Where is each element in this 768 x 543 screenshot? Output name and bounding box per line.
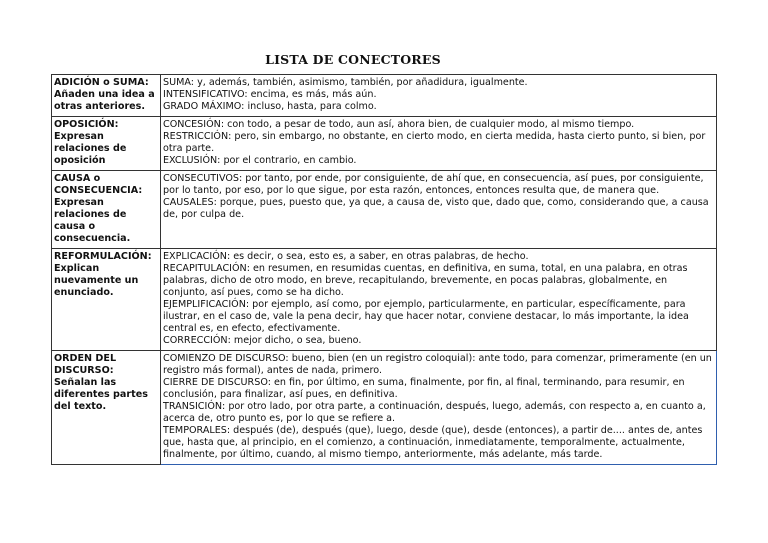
connector-line: EXCLUSIÓN: por el contrario, en cambio.	[163, 155, 357, 166]
connector-line: SUMA: y, además, también, asimismo, también, por añadidura, igualmente.	[163, 77, 528, 88]
table-row	[52, 171, 717, 249]
connector-line: RESTRICCIÓN: pero, sin embargo, no obstante, en cierto modo, en cierta medida, hasta cierto punto, si bien, por otra parte.	[163, 131, 706, 154]
connector-line: INTENSIFICATIVO: encima, es más, más aún.	[163, 89, 377, 100]
category-description: Explican nuevamente un enunciado.	[54, 263, 139, 298]
connectors-cell	[161, 117, 717, 171]
connectors-cell	[161, 351, 717, 465]
connector-line: CAUSALES: porque, pues, puesto que, ya que, a causa de, visto que, dado que, como, considerando que, a causa de, por culpa de.	[163, 197, 709, 220]
connector-line: EJEMPLIFICACIÓN: por ejemplo, así como, por ejemplo, particularmente, en particular, específicamente, para ilustrar, en el caso de, vale la pena decir, hay que hacer notar, conviene destacar, lo más importante, la idea central es, en efecto, efectivamente.	[163, 299, 689, 334]
category-cell	[52, 249, 161, 351]
connector-line: CIERRE DE DISCURSO: en fin, por último, en suma, finalmente, por fin, al final, terminando, para resumir, en conclusión, para finalizar, así pues, en definitiva.	[163, 377, 685, 400]
table-row	[52, 249, 717, 351]
connector-line: GRADO MÁXIMO: incluso, hasta, para colmo.	[163, 101, 377, 112]
category-description: Expresan relaciones de causa o consecuencia.	[54, 197, 131, 244]
connector-line: EXPLICACIÓN: es decir, o sea, esto es, a saber, en otras palabras, de hecho.	[163, 251, 529, 262]
category-name: REFORMULACIÓN:	[54, 251, 152, 262]
connector-line: TRANSICIÓN: por otro lado, por otra parte, a continuación, después, luego, además, con respecto a, en cuanto a, acerca de, otro punto es, por lo que se refiere a.	[163, 401, 706, 424]
category-description: Expresan relaciones de oposición	[54, 131, 127, 166]
connector-line: COMIENZO DE DISCURSO: bueno, bien (en un registro coloquial): ante todo, para comenzar, primeramente (en un registro más formal), antes de nada, primero.	[163, 353, 712, 376]
category-description: Señalan las diferentes partes del texto.	[54, 377, 148, 412]
category-cell	[52, 351, 161, 465]
connectors-table	[51, 74, 717, 465]
category-name: ADICIÓN o SUMA:	[54, 77, 149, 88]
connectors-cell	[161, 171, 717, 249]
category-cell	[52, 75, 161, 117]
category-name: OPOSICIÓN:	[54, 119, 119, 130]
connector-line: CORRECCIÓN: mejor dicho, o sea, bueno.	[163, 335, 362, 346]
connector-line: CONCESIÓN: con todo, a pesar de todo, aun así, ahora bien, de cualquier modo, al mismo tiempo.	[163, 119, 635, 130]
connector-line: RECAPITULACIÓN: en resumen, en resumidas cuentas, en definitiva, en suma, total, en una palabra, en otras palabras, dicho de otro modo, en breve, recapitulando, brevemente, en pocas palabras, globalmente, en conjunto, así pues, como se ha dicho.	[163, 263, 688, 298]
table-row	[52, 75, 717, 117]
table-row	[52, 117, 717, 171]
category-name: ORDEN DEL DISCURSO:	[54, 353, 117, 376]
table-row	[52, 351, 717, 465]
category-cell	[52, 171, 161, 249]
category-name: CAUSA o CONSECUENCIA:	[54, 173, 143, 196]
connector-line: TEMPORALES: después (de), después (que), luego, desde (que), desde (entonces), a partir de.... antes de, antes que, hasta que, al principio, en el comienzo, a continuación, inmediatamente, temporalmente, actualmente, finalmente, por último, cuando, al mismo tiempo, anteriormente, más adelante, más tarde.	[163, 425, 703, 460]
category-cell	[52, 117, 161, 171]
category-description: Añaden una idea a otras anteriores.	[54, 89, 155, 112]
page-title: LISTA DE CONECTORES	[265, 52, 441, 67]
connectors-cell	[161, 75, 717, 117]
connectors-cell	[161, 249, 717, 351]
connector-line: CONSECUTIVOS: por tanto, por ende, por consiguiente, de ahí que, en consecuencia, así pues, por consiguiente, por lo tanto, por eso, por lo que sigue, por esta razón, entonces, entonces resulta que, de manera que.	[163, 173, 704, 196]
